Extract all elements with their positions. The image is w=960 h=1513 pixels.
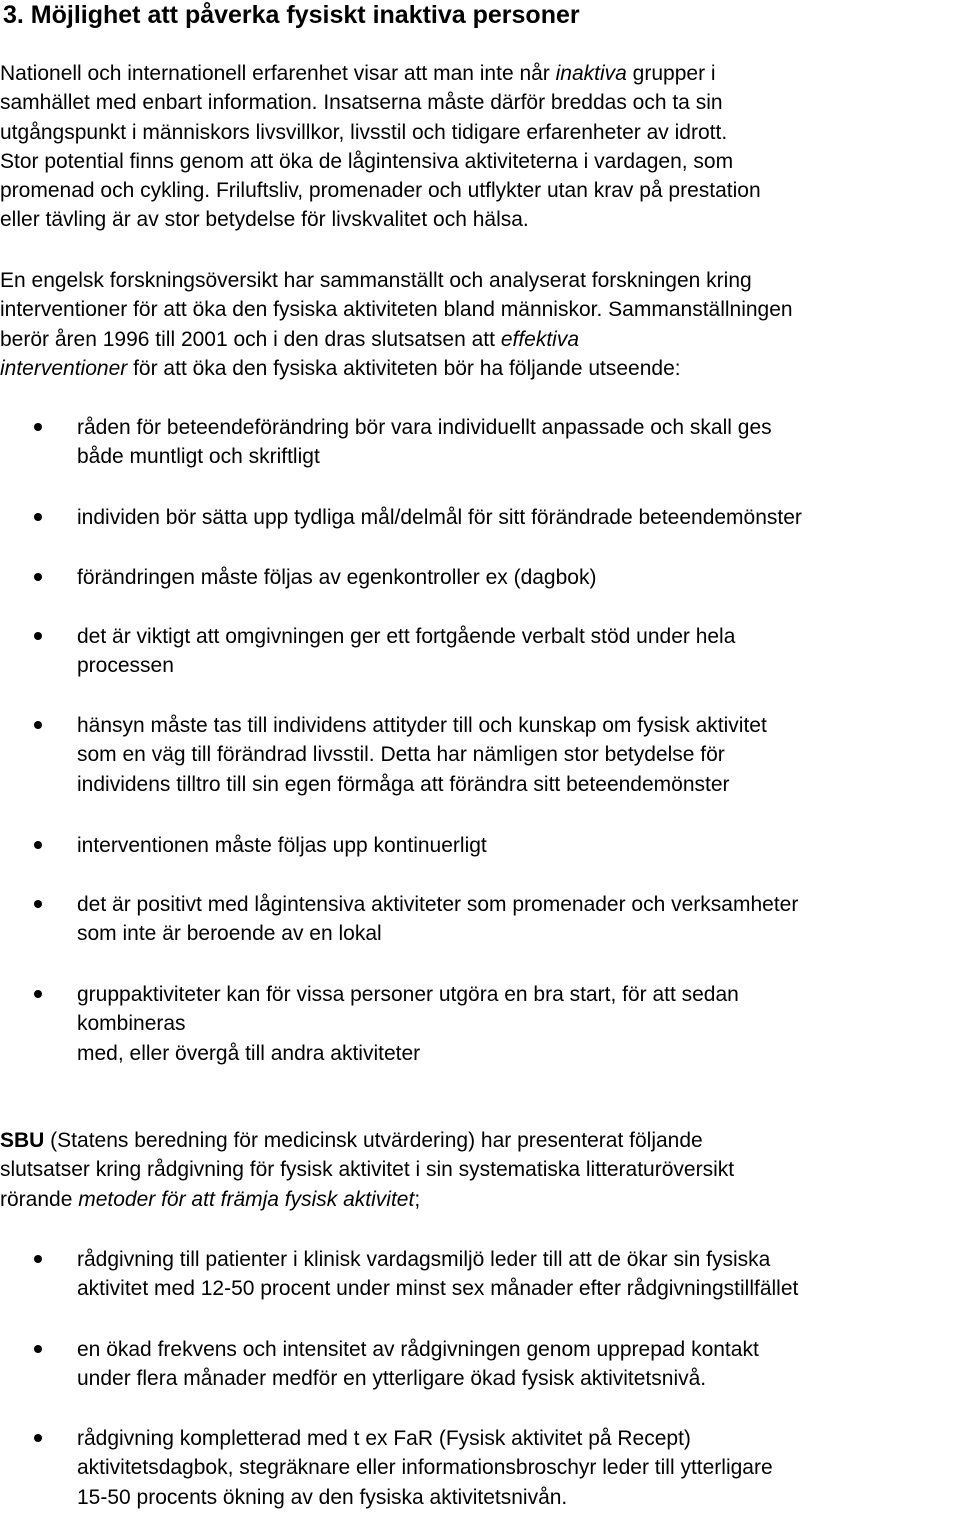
paragraph-line: SBU (Statens beredning för medicinsk utvärdering) har presenterat följande xyxy=(0,1129,703,1152)
paragraph-line: eller tävling är av stor betydelse för livskvalitet och hälsa. xyxy=(0,208,529,232)
bullet-icon xyxy=(34,721,42,729)
bullet-icon xyxy=(34,1255,42,1263)
paragraph-sbu xyxy=(0,1126,734,1214)
paragraph-line: utgångspunkt i människors livsvillkor, livsstil och tidigare erfarenheter av idrott. xyxy=(0,120,728,144)
paragraph-line: En engelsk forskningsöversikt har sammanställt och analyserat forskningen kring xyxy=(0,269,752,292)
bullet-icon xyxy=(34,990,42,998)
section-heading: 3. Möjlighet att påverka fysiskt inaktiva personer xyxy=(3,1,580,29)
emphasis-text: interventioner xyxy=(0,356,128,380)
paragraph-line: Nationell och internationell erfarenhet visar att man inte når inaktiva grupper i xyxy=(0,62,716,85)
bullet-icon xyxy=(34,900,42,908)
bullet-icon xyxy=(34,423,42,431)
paragraph-line: slutsatser kring rådgivning för fysisk aktivitet i sin systematiska litteraturöversikt xyxy=(0,1158,735,1182)
paragraph-line: rörande metoder för att främja fysisk aktivitet; xyxy=(0,1187,421,1211)
bullet-icon xyxy=(34,513,42,521)
paragraph-line: samhället med enbart information. Insatserna måste därför breddas och ta sin xyxy=(0,91,723,115)
paragraph-line: berör åren 1996 till 2001 och i den dras slutsatsen att effektiva xyxy=(0,327,580,351)
document-page: 3. Möjlighet att påverka fysiskt inaktiva personer Nationell och internationell erfarenhet visar att man inte når inaktiva grupper i samhället med enbart information. Insatserna måste därför breddas och ta sin utgångspunkt i människors livsvillkor, livsstil och tidigare erfarenheter av idrott. Stor potential finns genom att öka de lågintensiva aktiviteterna i vardagen, som promenad och cykling. Friluftsliv, promenader och utflykter utan krav på prestation eller tävling är av stor betydelse för livskvalitet och hälsa. En engelsk forskningsöversikt har sammanställt och analyserat forskningen kring interventioner för att öka den fysiska aktiviteten bland människor. Sammanställningen berör åren 1996 till 2001 och i den dras slutsatsen att effektiva interventioner för att öka den fysiska aktiviteten bör ha följande utseende: råden för beteendeförändring bör vara individuellt anpassade och skall ges både muntligt och skriftligt individen bör sätta upp tydliga mål/delmål för sitt förändrade beteendemönster förändringen måste följas av egenkontroller ex (dagbok) det är viktigt att omgivningen ger ett fortgående verbalt stöd under hela processen hänsyn måste tas till individens attityder till och kunskap om fysisk aktivitet som en väg till förändrad livsstil. Detta har nämligen stor betydelse för individens tilltro till sin egen förmåga att förändra sitt beteendemönster interventionen måste följas upp kontinuerligt det är positivt med lågintensiva aktiviteter som promenader och verksamheter som inte är beroende av en lokal gruppaktiviteter kan för vissa personer utgöra en bra start, för att sedan kombineras med, eller övergå till andra aktiviteter SBU (Statens beredning för medicinsk utvärdering) har presenterat följande slutsatser kring rådgivning för fysisk aktivitet i sin systematiska litteraturöversikt rörande metoder för att främja fysisk aktivitet; rådgivning till patienter i klinisk vardagsmiljö leder till att de ökar sin fysiska aktivitet med 12-50 procent under minst sex månader efter rådgivningstillfället en ökad frekvens och intensitet av rådgivningen genom upprepad kontakt under flera månader medför en ytterligare ökad fysisk aktivitetsnivå. rådgivning kompletterad med t ex FaR (Fysisk aktivitet på Recept) aktivitetsdagbok, stegräknare eller informationsbroschyr leder till ytterligare 15-50 procents ökning av den fysiska aktivitetsnivån. xyxy=(0,1,802,1509)
bullet-icon xyxy=(34,632,42,640)
paragraph-research xyxy=(0,266,793,383)
paragraph-line: interventioner för att öka den fysiska aktiviteten bör ha följande utseende: xyxy=(0,356,681,380)
bold-text: SBU xyxy=(0,1129,45,1152)
emphasis-text: inaktiva xyxy=(555,62,627,85)
paragraph-line: Stor potential finns genom att öka de lågintensiva aktiviteterna i vardagen, som xyxy=(0,149,734,173)
paragraph-intro xyxy=(0,59,761,235)
bullet-icon xyxy=(34,1345,42,1353)
paragraph-line: interventioner för att öka den fysiska aktiviteten bland människor. Sammanställningen xyxy=(0,298,793,322)
bullet-icon xyxy=(34,573,42,581)
bullet-icon xyxy=(34,841,42,849)
emphasis-text: metoder för att främja fysisk aktivitet xyxy=(78,1187,415,1211)
bullet-icon xyxy=(34,1434,42,1442)
paragraph-line: promenad och cykling. Friluftsliv, promenader och utflykter utan krav på prestation xyxy=(0,179,761,203)
emphasis-text: effektiva xyxy=(500,327,580,351)
